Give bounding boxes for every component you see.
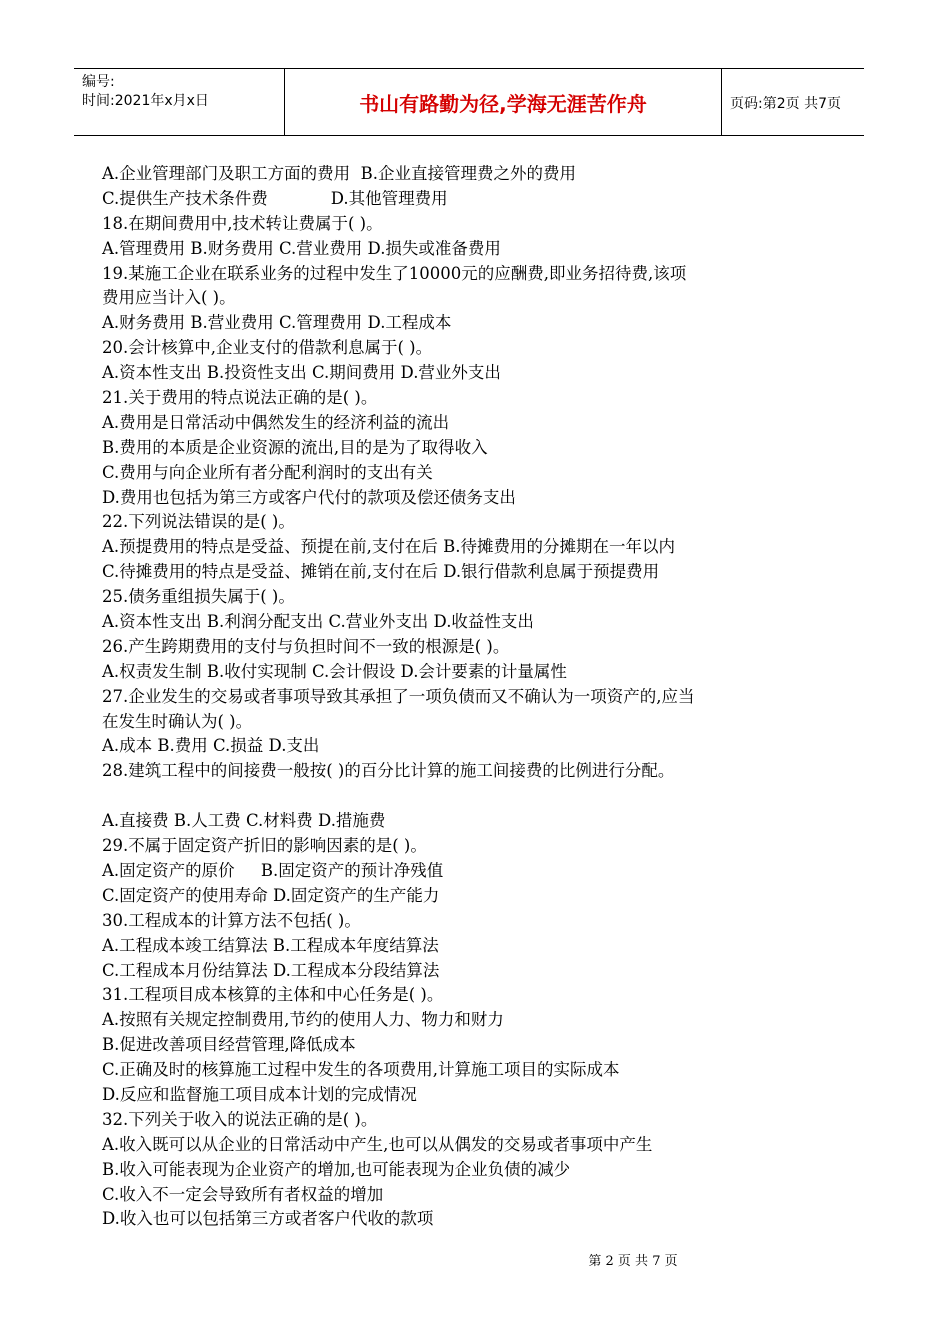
page-header: [74, 68, 864, 136]
header-motto: 书山有路勤为径,学海无涯苦作舟: [284, 69, 722, 135]
text-line: A.资本性支出 B.投资性支出 C.期间费用 D.营业外支出: [102, 363, 501, 383]
text-line: 28.建筑工程中的间接费一般按( )的百分比计算的施工间接费的比例进行分配。: [102, 761, 675, 781]
text-line: C.提供生产技术条件费 D.其他管理费用: [102, 188, 448, 208]
text-line: A.权责发生制 B.收付实现制 C.会计假设 D.会计要素的计量属性: [102, 661, 567, 681]
text-line: C.工程成本月份结算法 D.工程成本分段结算法: [102, 960, 440, 980]
text-line: 21.关于费用的特点说法正确的是( )。: [102, 388, 378, 408]
text-line: A.工程成本竣工结算法 B.工程成本年度结算法: [102, 935, 439, 955]
text-line: A.预提费用的特点是受益、预提在前,支付在后 B.待摊费用的分摊期在一年以内: [102, 537, 676, 557]
text-line: D.收入也可以包括第三方或者客户代收的款项: [102, 1209, 434, 1229]
text-line: [102, 784, 822, 809]
text-line: C.正确及时的核算施工过程中发生的各项费用,计算施工项目的实际成本: [102, 1060, 620, 1080]
text-line: 30.工程成本的计算方法不包括( )。: [102, 910, 361, 930]
text-line: A.按照有关规定控制费用,节约的使用人力、物力和财力: [102, 1010, 504, 1030]
text-line: 31.工程项目成本核算的主体和中心任务是( )。: [102, 985, 444, 1005]
document-date-label: 时间:2021年x月x日: [82, 93, 209, 109]
text-line: C.固定资产的使用寿命 D.固定资产的生产能力: [102, 885, 440, 905]
text-line: 18.在期间费用中,技术转让费属于( )。: [102, 213, 383, 233]
text-line: A.管理费用 B.财务费用 C.营业费用 D.损失或准备费用: [102, 238, 501, 258]
text-line: B.促进改善项目经营管理,降低成本: [102, 1035, 356, 1055]
text-line: A.资本性支出 B.利润分配支出 C.营业外支出 D.收益性支出: [102, 612, 534, 632]
document-number-label: 编号:: [82, 74, 115, 90]
text-line: B.费用的本质是企业资源的流出,目的是为了取得收入: [102, 437, 488, 457]
text-line: 在发生时确认为( )。: [102, 711, 253, 731]
text-line: A.成本 B.费用 C.损益 D.支出: [102, 736, 320, 756]
text-line: A.企业管理部门及职工方面的费用 B.企业直接管理费之外的费用: [102, 164, 577, 183]
text-line: 22.下列说法错误的是( )。: [102, 512, 295, 532]
text-line: A.固定资产的原价 B.固定资产的预计净残值: [102, 860, 444, 880]
text-line: A.收入既可以从企业的日常活动中产生,也可以从偶发的交易或者事项中产生: [102, 1134, 653, 1154]
text-line: C.费用与向企业所有者分配利润时的支出有关: [102, 462, 433, 482]
header-page-label: 页码:第2页 共7页: [730, 96, 841, 112]
text-line: A.直接费 B.人工费 C.材料费 D.措施费: [102, 811, 386, 831]
text-line: 19.某施工企业在联系业务的过程中发生了10000元的应酬费,即业务招待费,该项: [102, 263, 687, 283]
text-line: 27.企业发生的交易或者事项导致其承担了一项负债而又不确认为一项资产的,应当: [102, 686, 695, 706]
document-body: [102, 162, 822, 1232]
text-line: B.收入可能表现为企业资产的增加,也可能表现为企业负债的减少: [102, 1159, 571, 1179]
text-line: 25.债务重组损失属于( )。: [102, 587, 295, 607]
text-line: D.反应和监督施工项目成本计划的完成情况: [102, 1084, 417, 1104]
text-line: 32.下列关于收入的说法正确的是( )。: [102, 1109, 378, 1129]
text-line: 29.不属于固定资产折旧的影响因素的是( )。: [102, 836, 427, 856]
text-line: 20.会计核算中,企业支付的借款利息属于( )。: [102, 338, 433, 358]
text-line: 26.产生跨期费用的支付与负担时间不一致的根源是( )。: [102, 636, 510, 656]
text-line: A.费用是日常活动中偶然发生的经济利益的流出: [102, 412, 450, 432]
header-meta: [82, 73, 209, 111]
text-line: D.费用也包括为第三方或客户代付的款项及偿还债务支出: [102, 487, 516, 507]
text-line: A.财务费用 B.营业费用 C.管理费用 D.工程成本: [102, 313, 452, 333]
page-footer: 第 2 页 共 7 页: [588, 1254, 678, 1269]
text-line: C.待摊费用的特点是受益、摊销在前,支付在后 D.银行借款利息属于预提费用: [102, 562, 660, 582]
text-line: C.收入不一定会导致所有者权益的增加: [102, 1184, 384, 1204]
text-line: 费用应当计入( )。: [102, 288, 236, 308]
